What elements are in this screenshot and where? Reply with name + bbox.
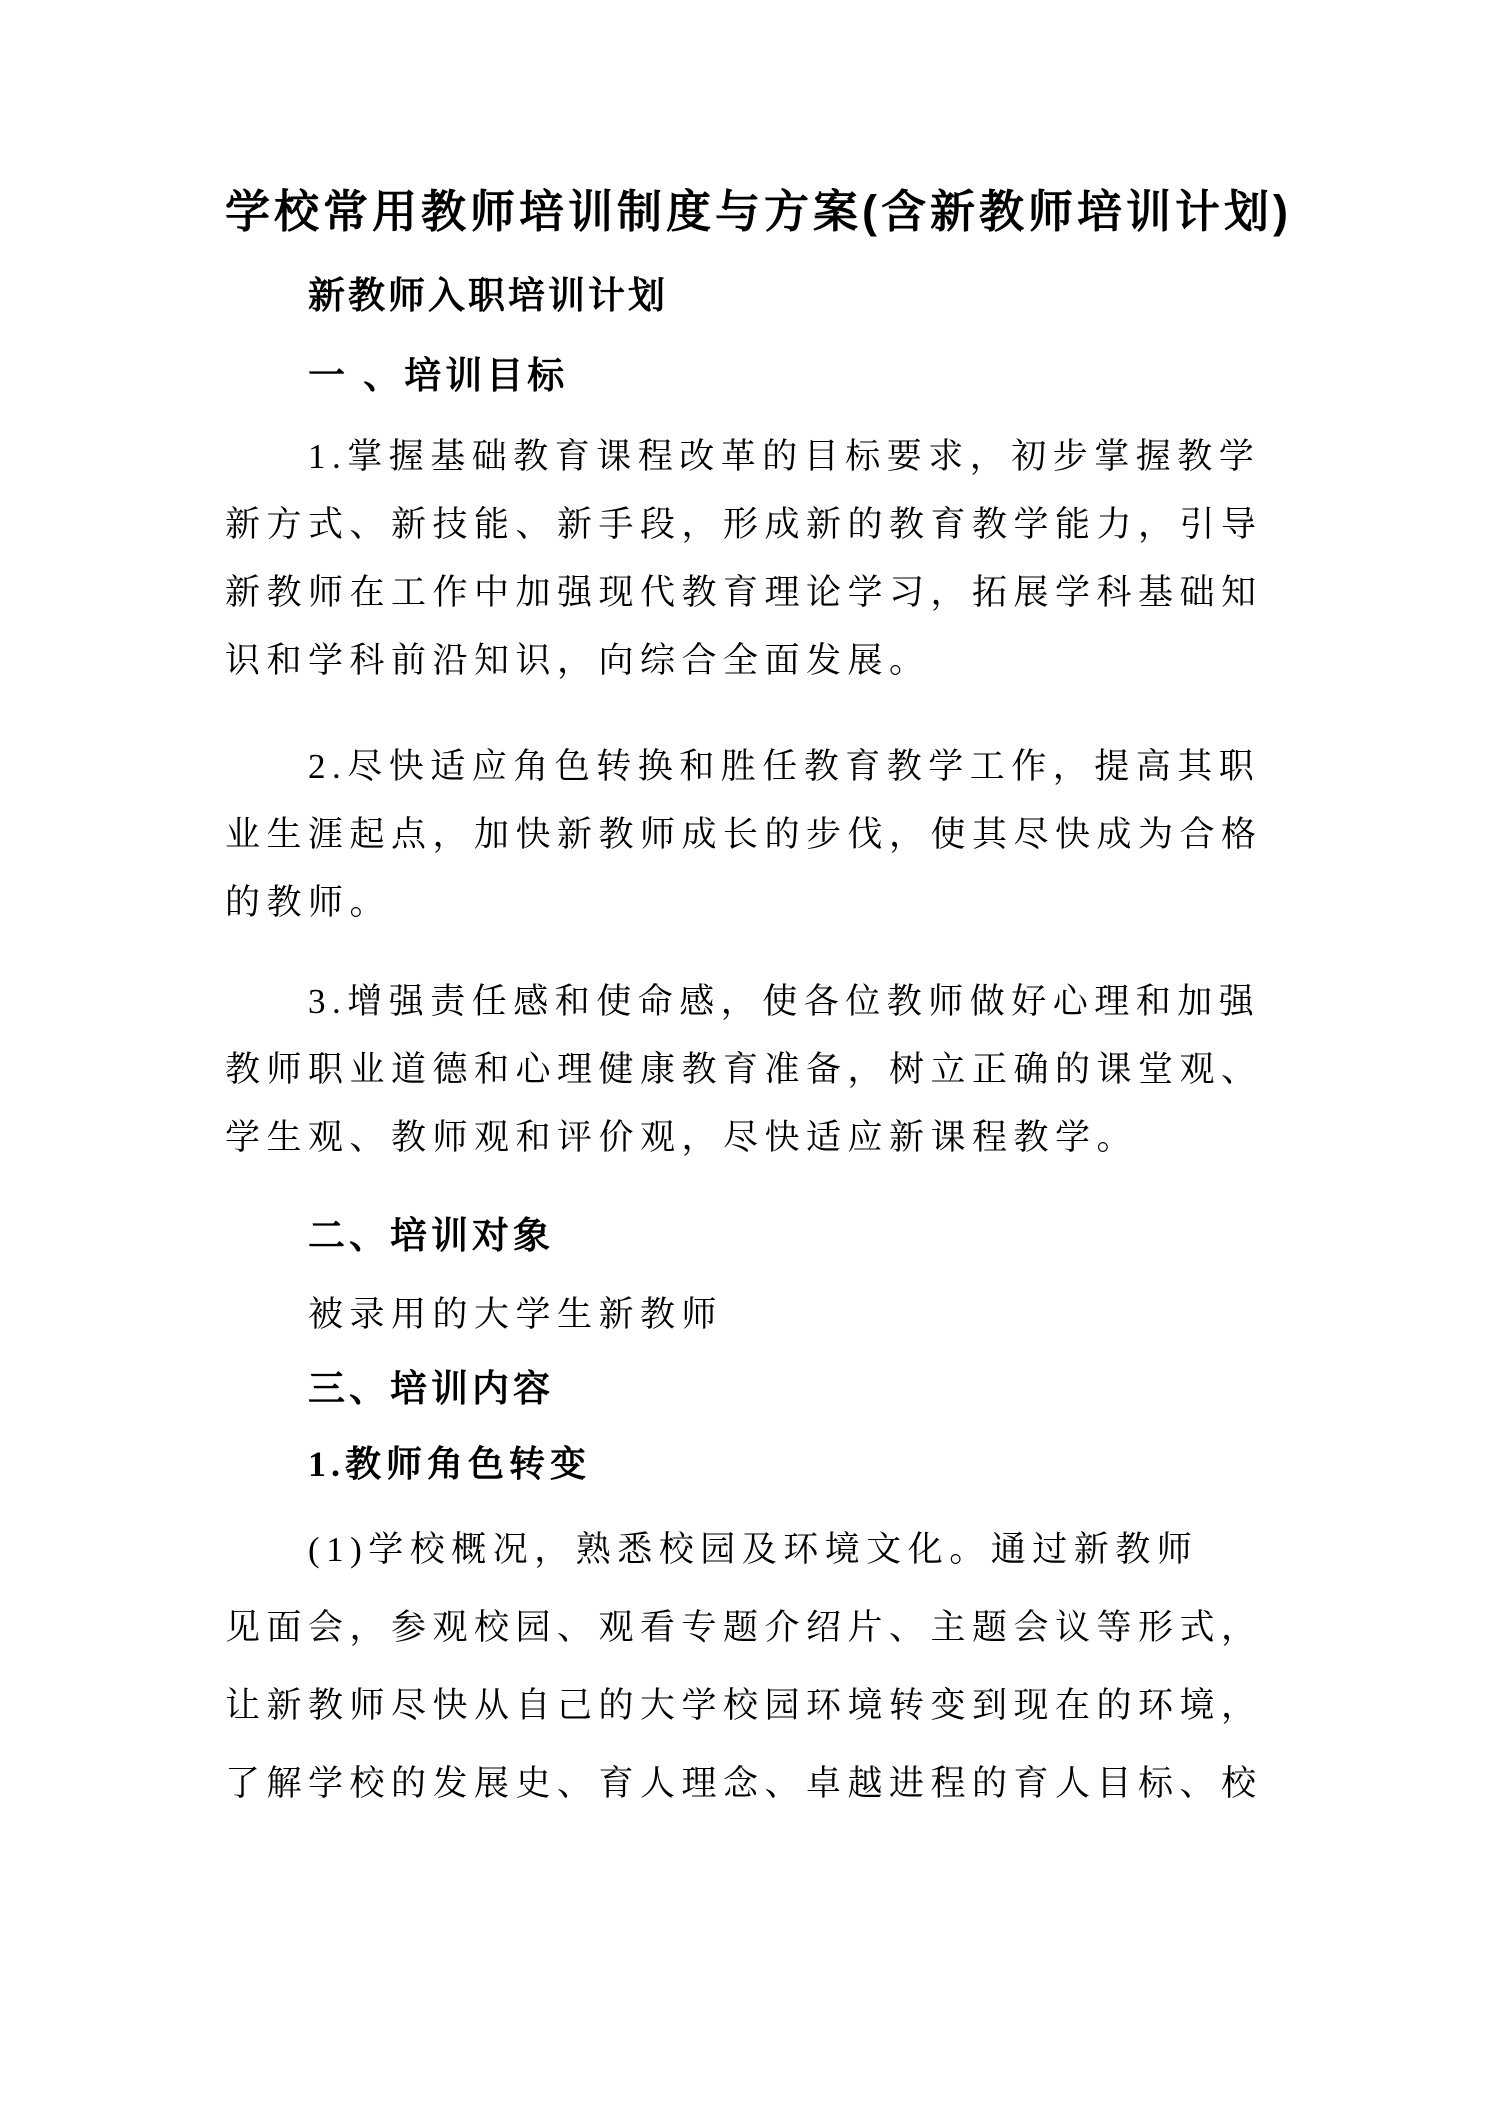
text-line: 业生涯起点，加快新教师成长的步伐，使其尽快成为合格 (225, 815, 1263, 854)
text-line: 3.增强责任感和使命感，使各位教师做好心理和加强 (308, 982, 1261, 1021)
document-title: 学校常用教师培训制度与方案(含新教师培训计划) (225, 186, 1292, 237)
heading-teacher-role-change: 1.教师角色转变 (308, 1444, 592, 1484)
text-line: 学生观、教师观和评价观，尽快适应新课程教学。 (225, 1118, 1139, 1157)
text-line: 被录用的大学生新教师 (308, 1295, 724, 1334)
text-line: 识和学科前沿知识，向综合全面发展。 (225, 641, 931, 680)
text-line: 新教师在工作中加强现代教育理论学习，拓展学科基础知 (225, 573, 1263, 612)
heading-training-audience: 二、培训对象 (308, 1215, 554, 1256)
text-line: 1.掌握基础教育课程改革的目标要求，初步掌握教学 (308, 437, 1261, 476)
heading-training-content: 三、培训内容 (308, 1368, 554, 1409)
document-subtitle: 新教师入职培训计划 (308, 275, 668, 316)
text-line: 了解学校的发展史、育人理念、卓越进程的育人目标、校 (225, 1764, 1263, 1803)
text-line: 2.尽快适应角色转换和胜任教育教学工作，提高其职 (308, 747, 1261, 786)
text-line: 教师职业道德和心理健康教育准备，树立正确的课堂观、 (225, 1050, 1263, 1089)
heading-training-goals: 一 、培训目标 (308, 355, 569, 396)
text-line: 让新教师尽快从自己的大学校园环境转变到现在的环境， (225, 1686, 1263, 1725)
paragraph-goal-1 (225, 423, 1268, 695)
text-line: (1)学校概况，熟悉校园及环境文化。通过新教师 (308, 1530, 1199, 1569)
text-line: 见面会，参观校园、观看专题介绍片、主题会议等形式， (225, 1608, 1263, 1647)
paragraph-role-change-1 (225, 1511, 1268, 1823)
text-line: 的教师。 (225, 883, 392, 922)
paragraph-goal-3 (225, 968, 1268, 1172)
paragraph-audience (225, 1281, 1268, 1349)
text-line: 新方式、新技能、新手段，形成新的教育教学能力，引导 (225, 505, 1263, 544)
paragraph-goal-2 (225, 733, 1268, 937)
